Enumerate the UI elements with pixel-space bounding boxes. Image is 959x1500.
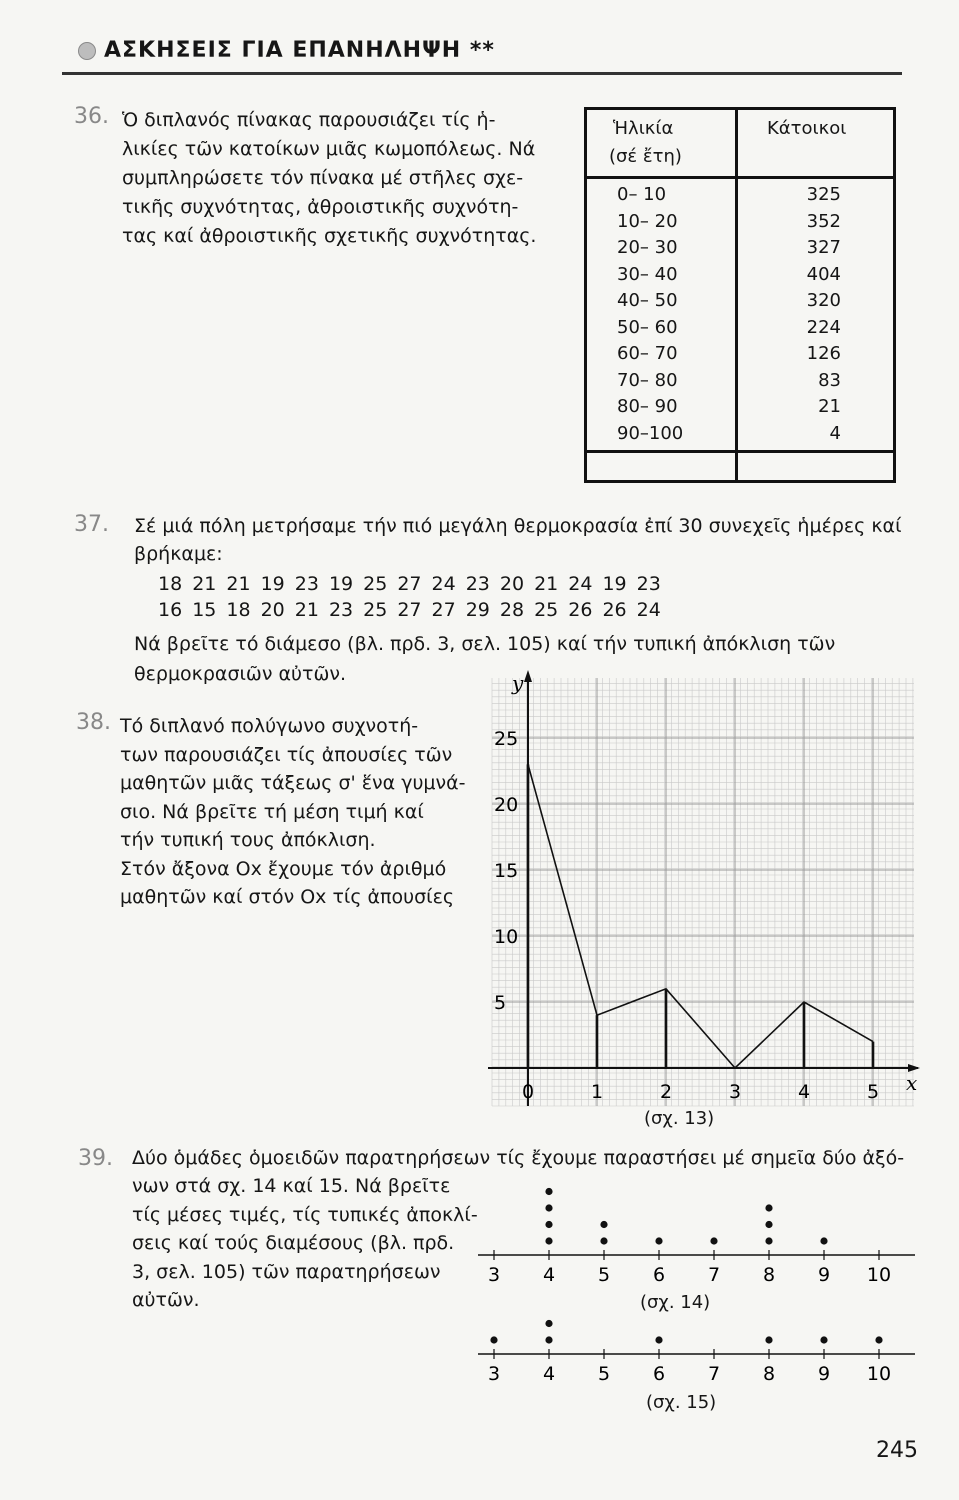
exercise-39-line: τίς μέσες τιμές, τίς τυπικές ἀποκλί- [132, 1203, 478, 1226]
number-line-label: 9 [817, 1363, 831, 1385]
number-line-label: 5 [597, 1363, 611, 1385]
number-line-label: 8 [762, 1264, 776, 1286]
temperature-value: 25 [534, 599, 559, 621]
number-line-label: 4 [542, 1363, 556, 1385]
exercise-38-line: τήν τυπική τους ἀπόκλιση. [120, 829, 376, 851]
table-cell-age: 0– 10 [617, 184, 667, 205]
dot-plot-14 [470, 1165, 920, 1290]
data-dot [545, 1204, 552, 1211]
data-dot [820, 1237, 827, 1244]
y-tick-label: 5 [494, 992, 507, 1014]
temperature-value: 18 [226, 599, 251, 621]
table-cell-residents: 320 [806, 290, 841, 311]
table-cell-age: 60– 70 [617, 343, 678, 364]
data-dot [765, 1221, 772, 1228]
exercise-39-line1: Δύο ὁμάδες ὁμοειδῶν παρατηρήσεων τίς ἔχουμε παραστήσει μέ σημεῖα δύο ἀξό- [132, 1147, 905, 1169]
table-cell-residents: 224 [806, 316, 841, 338]
dot-plot-15 [470, 1318, 920, 1390]
table-cell-age: 30– 40 [617, 263, 678, 285]
number-line-label: 10 [866, 1264, 892, 1286]
temperature-value: 19 [602, 573, 627, 595]
exercise-38-line: Τό διπλανό πολύγωνο συχνοτή- [120, 715, 419, 737]
exercise-36-line: τικῆς συχνότητας, ἀθροιστικῆς συχνότη- [122, 196, 519, 218]
exercise-38-line: Στόν ἄξονα Οx ἔχουμε τόν ἀριθμό [120, 857, 447, 880]
temperature-value: 26 [602, 599, 627, 621]
data-dot [765, 1237, 772, 1244]
data-dot [820, 1336, 827, 1343]
table-header-rule [587, 176, 893, 179]
x-tick-label: 2 [660, 1081, 673, 1103]
data-dot [545, 1221, 552, 1228]
temperature-value: 23 [294, 573, 319, 595]
exercise-39-line: 3, σελ. 105) τῶν παρατηρήσεων [132, 1260, 441, 1283]
exercise-38-line: μαθητῶν μιᾶς τάξεως σ' ἕνα γυμνά- [120, 772, 466, 794]
temperature-value: 15 [192, 599, 217, 621]
number-line-label: 3 [487, 1363, 501, 1385]
page-number: 245 [876, 1438, 918, 1463]
data-dot [655, 1336, 662, 1343]
table-cell-residents: 4 [829, 422, 841, 444]
number-line-label: 6 [652, 1363, 666, 1385]
temperature-value: 18 [158, 573, 183, 595]
exercise-38-line: μαθητῶν καί στόν Οx τίς ἀπουσίες [120, 886, 455, 908]
x-tick-label: 3 [729, 1081, 742, 1103]
data-dot [600, 1221, 607, 1228]
y-tick-label: 20 [494, 794, 519, 816]
exercise-36-line: Ὁ διπλανός πίνακας παρουσιάζει τίς ἡ- [122, 109, 496, 131]
exercise-37-line1: Σέ μιά πόλη μετρήσαμε τήν πιό μεγάλη θερμοκρασία ἐπί 30 συνεχεῖς ἡμέρες καί [134, 515, 902, 537]
table-cell-age: 50– 60 [617, 316, 678, 338]
temperature-value: 24 [636, 599, 661, 621]
temperature-value: 21 [226, 573, 251, 595]
exercise-37-line3: Νά βρεῖτε τό διάμεσο (βλ. πρδ. 3, σελ. 105) καί τήν τυπική ἀπόκλιση τῶν [134, 633, 836, 655]
exercise-36-line: λικίες τῶν κατοίκων μιᾶς κωμοπόλεως. Νά [122, 138, 536, 160]
temperature-value: 19 [260, 573, 285, 595]
header-bullet [78, 42, 96, 60]
temperature-value: 28 [499, 599, 525, 621]
exercise-39-number: 39. [78, 1146, 113, 1171]
table-cell-residents: 327 [806, 237, 841, 258]
temperature-value: 20 [499, 573, 525, 595]
exercise-37-number: 37. [74, 512, 109, 537]
y-axis-label: y [512, 671, 524, 695]
figure-13-caption: (σχ. 13) [644, 1108, 715, 1129]
x-tick-label: 1 [591, 1081, 604, 1103]
data-dot [545, 1320, 552, 1327]
exercise-38-line: σιο. Νά βρεῖτε τή μέση τιμή καί [120, 800, 424, 823]
table-cell-residents: 404 [806, 263, 841, 285]
table-header-age: Ἡλικία [613, 118, 674, 139]
temperature-value: 24 [431, 573, 456, 595]
exercise-36-line: συμπληρώσετε τόν πίνακα μέ στῆλες σχε- [122, 167, 524, 189]
data-dot [545, 1188, 552, 1195]
exercise-36-text [122, 106, 562, 251]
temperature-value: 16 [158, 599, 183, 621]
table-header-residents: Κάτοικοι [767, 118, 847, 139]
temperature-value: 25 [363, 599, 388, 621]
data-dot [545, 1237, 552, 1244]
number-line-label: 10 [866, 1363, 892, 1385]
data-dot [710, 1237, 717, 1244]
exercise-39-line: αὐτῶν. [132, 1289, 200, 1311]
y-axis-arrow [524, 670, 532, 682]
y-tick-label: 10 [494, 926, 519, 948]
table-cell-age: 90–100 [617, 422, 684, 444]
number-line-label: 7 [707, 1363, 721, 1385]
frequency-polygon-chart [470, 668, 930, 1128]
table-header-age-unit: (σέ ἔτη) [609, 146, 682, 167]
y-tick-label: 25 [494, 728, 519, 750]
table-cell-age: 80– 90 [617, 396, 678, 417]
exercise-37-line4: θερμοκρασιῶν αὐτῶν. [134, 663, 347, 685]
exercise-38-line: των παρουσιάζει τίς ἀπουσίες τῶν [120, 743, 453, 766]
exercise-39-line: σεις καί τούς διαμέσους (βλ. πρδ. [132, 1232, 455, 1254]
temperature-value: 26 [568, 599, 593, 621]
x-tick-label: 5 [867, 1081, 880, 1103]
temperature-value: 29 [465, 599, 490, 621]
table-cell-residents: 83 [818, 369, 841, 391]
temperature-value: 27 [397, 573, 422, 595]
exercise-36-number: 36. [74, 104, 109, 129]
temperature-value: 24 [568, 573, 593, 595]
data-dot [875, 1336, 882, 1343]
exercise-36-line: τας καί ἀθροιστικῆς σχετικῆς συχνότητας. [122, 225, 537, 247]
table-cell-age: 70– 80 [617, 369, 678, 391]
x-tick-label: 4 [798, 1081, 811, 1103]
temperature-value: 23 [636, 573, 661, 595]
table-cell-residents: 21 [818, 396, 841, 417]
temperature-value: 21 [534, 573, 559, 595]
data-dot [655, 1237, 662, 1244]
x-tick-label: 0 [522, 1081, 535, 1103]
temperature-value: 25 [363, 573, 388, 595]
temperature-value: 21 [294, 599, 319, 621]
age-table [584, 107, 896, 483]
table-cell-residents: 352 [806, 210, 841, 232]
data-dot [765, 1204, 772, 1211]
exercise-38-number: 38. [76, 710, 111, 735]
exercise-39-text [132, 1172, 478, 1315]
figure-14-caption: (σχ. 14) [640, 1292, 711, 1313]
temperature-value: 21 [192, 573, 217, 595]
number-line-label: 9 [817, 1264, 831, 1286]
section-title: ΑΣΚΗΣΕΙΣ ΓΙΑ ΕΠΑΝΗΛΗΨΗ ** [104, 38, 495, 63]
data-dot [765, 1336, 772, 1343]
temperature-value: 19 [328, 573, 354, 595]
temperature-value: 23 [328, 599, 354, 621]
data-dot [600, 1237, 607, 1244]
table-cell-residents: 126 [806, 343, 841, 364]
exercise-37-line2: βρήκαμε: [134, 543, 223, 565]
number-line-label: 8 [762, 1363, 776, 1385]
temperature-row-2 [158, 596, 671, 625]
table-divider [735, 110, 738, 480]
table-cell-age: 20– 30 [617, 237, 678, 258]
table-footer-rule [587, 450, 893, 453]
x-axis-label: x [906, 1071, 918, 1095]
data-dot [490, 1336, 497, 1343]
frequency-polygon-line [528, 764, 873, 1068]
figure-15-caption: (σχ. 15) [646, 1392, 717, 1413]
temperature-row-1 [158, 570, 671, 599]
number-line-label: 5 [597, 1264, 611, 1286]
number-line-label: 3 [487, 1264, 501, 1286]
number-line-label: 4 [542, 1264, 556, 1286]
number-line-label: 7 [707, 1264, 721, 1286]
exercise-38-text [120, 712, 470, 912]
y-tick-label: 15 [494, 860, 519, 882]
temperature-value: 27 [397, 599, 422, 621]
number-line-label: 6 [652, 1264, 666, 1286]
temperature-value: 23 [465, 573, 490, 595]
temperature-value: 20 [260, 599, 285, 621]
exercise-39-line: νων στά σχ. 14 καί 15. Νά βρεῖτε [132, 1175, 451, 1197]
table-cell-residents: 325 [806, 184, 841, 205]
temperature-value: 27 [431, 599, 456, 621]
header-rule [62, 72, 902, 75]
table-cell-age: 40– 50 [617, 290, 678, 311]
table-cell-age: 10– 20 [617, 210, 678, 232]
data-dot [545, 1336, 552, 1343]
